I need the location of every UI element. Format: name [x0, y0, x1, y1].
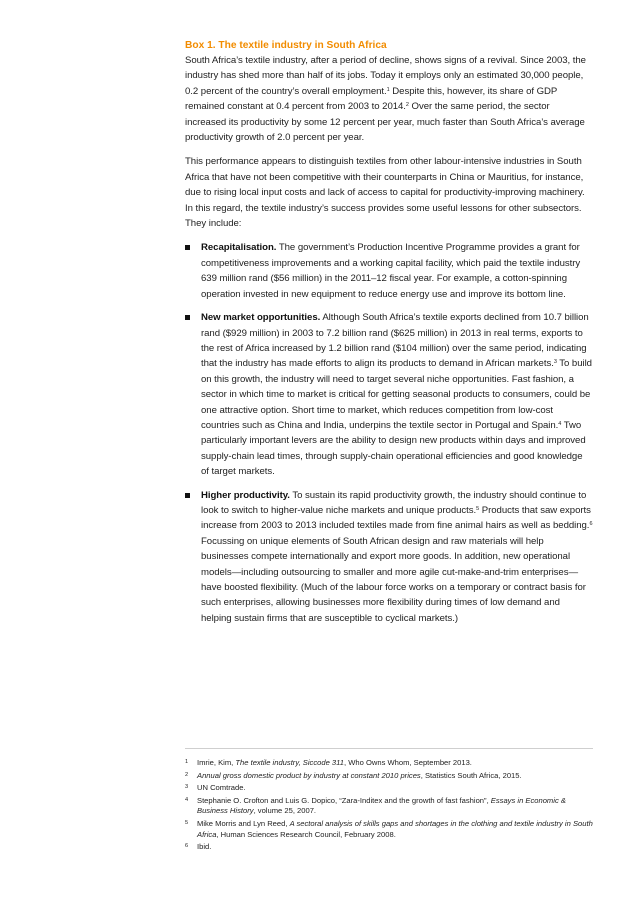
intro-text-a: South Africa’s textile industry, after a period of decline, shows signs of a revival. Since 2003, the industry has shed more than half of its jobs. Today it employs only an estimated 30,000 people, 0.2 percent of the country’s overall employment. [185, 55, 586, 97]
footnote-number: 3 [185, 784, 189, 791]
footnote-ref-4[interactable]: 4 [558, 420, 562, 427]
footnote-text: Mike Morris and Lyn Reed, [197, 818, 290, 828]
footnote-ref-3[interactable]: 3 [553, 359, 557, 366]
footnote-text: UN Comtrade. [197, 783, 246, 793]
footnote-2 [185, 771, 593, 782]
bullet-square-icon [185, 493, 190, 498]
footnote-title: A sectoral analysis of skills gaps and shortages in the clothing and textile industry in South Africa [197, 818, 593, 839]
footnote-title: Annual gross domestic product by industry at constant 2010 prices [197, 770, 421, 780]
footnote-5 [185, 819, 593, 840]
footnote-number: 1 [185, 759, 189, 765]
footnote-ref-6[interactable]: 6 [589, 521, 593, 528]
list-item-lead: Recapitalisation. [201, 242, 277, 254]
footnote-text: , Human Sciences Research Council, February 2008. [216, 829, 396, 839]
footnote-ref-5[interactable]: 5 [476, 505, 480, 512]
footnote-text: Stephanie O. Crofton and Luis G. Dopico, “Zara-Inditex and the growth of fast fashion”, [197, 795, 491, 805]
footnote-title: Essays in Economic & Business History [197, 795, 566, 816]
footnote-text: Ibid. [197, 842, 212, 852]
list-item-text: To sustain its rapid productivity growth, the industry should continue to look to switch to higher-value niche markets and unique products. [201, 489, 587, 516]
list-item-recapitalisation [185, 240, 593, 302]
lessons-paragraph: This performance appears to distinguish textiles from other labour-intensive industries in South Africa that have not been competitive with their counterparts in China or Mauritius, for instance, due to rising local input costs and lack of access to capital for productivity-improving machinery. In this regard, the textile industry’s success provides some useful lessons for other subsectors. They include: [185, 156, 585, 230]
footnote-3 [185, 783, 593, 794]
list-item-text: To build on this growth, the industry will need to target several niche opportunities. Fast fashion, a sector in which time to market is critical for getting seasonal products to consumers, could be one attractive option. Short time to market, which reduces competition from low-cost countries such as China and India, underpins the textile sector in Portugal and Spain. [201, 358, 592, 431]
list-item-text: The government’s Production Incentive Programme provides a grant for competitiveness improvements and a working capital facility, which paid the textile industry 639 million rand ($56 million) in the 2011–12 fiscal year. For example, a cotton-spinning operation invested in new equipment to reduce energy use and improve its bottom line. [201, 242, 581, 300]
list-item-text: Two particularly important levers are the ability to design new products within days and improved supply-chain lead times, through supply-chain operational efficiencies and good knowledge of target markets. [201, 419, 586, 478]
footnote-text: , volume 25, 2007. [253, 806, 317, 816]
intro-text-b: Despite this, however, its share of GDP remained constant at 0.4 percent from 2003 to 2014. [185, 85, 558, 113]
footnote-text: Imrie, Kim, [197, 758, 236, 767]
list-item-text: Although South Africa’s textile exports declined from 10.7 billion rand ($929 million) in 2003 to 7.2 billion rand ($625 million) in 2013 in real terms, exports to the rest of Africa increased by 1.2 billion rand ($104 million) over the same period, indicating that the industry has made efforts to align its products to demand in African markets. [201, 312, 589, 370]
list-item-text: Focussing on unique elements of South African design and raw materials will help businesses compete internationally and export more goods. In addition, new operational models—including outsourcing to smaller and more agile cut-make-and-trim enterprises—have boosted flexibility. (Much of the labour force works on a temporary or contract basis for such enterprises, allowing businesses more flexibility during times of low demand and helping sustain firms that are susceptible to cyclical markets.) [201, 535, 586, 624]
footnote-title: The textile industry, Siccode 311 [235, 758, 345, 767]
intro-text-c: Over the same period, the sector increased its productivity by some 12 percent per year, much faster than South Africa’s average productivity growth of 2.0 percent per year. [185, 101, 585, 144]
footnote-ref-2[interactable]: 2 [405, 102, 409, 109]
footnote-number: 4 [185, 796, 189, 803]
list-item-higher-productivity [185, 488, 593, 627]
bullet-square-icon [185, 245, 190, 250]
footnote-number: 6 [185, 843, 189, 850]
list-item-new-markets [185, 310, 593, 479]
lessons-list [185, 240, 593, 626]
bullet-square-icon [185, 315, 190, 320]
list-item-lead: Higher productivity. [201, 489, 290, 501]
box-title: Box 1. The textile industry in South Africa [185, 40, 387, 51]
footnote-ref-1[interactable]: 1 [386, 86, 390, 93]
footnote-number: 2 [185, 771, 189, 778]
footnote-1 [185, 758, 593, 769]
footnote-text: , Who Owns Whom, September 2013. [344, 758, 472, 767]
footnote-number: 5 [185, 819, 189, 826]
intro-paragraph [185, 53, 593, 145]
list-item-lead: New market opportunities. [201, 312, 321, 324]
list-item-text: Products that saw exports increase from 2003 to 2013 included textiles made from fine animal hairs as well as bedding. [201, 504, 591, 532]
footnote-6 [185, 842, 593, 853]
footnote-divider [185, 748, 593, 749]
footnotes [185, 758, 593, 855]
box-content [185, 39, 593, 634]
footnote-text: , Statistics South Africa, 2015. [420, 770, 522, 780]
footnote-4 [185, 796, 593, 817]
